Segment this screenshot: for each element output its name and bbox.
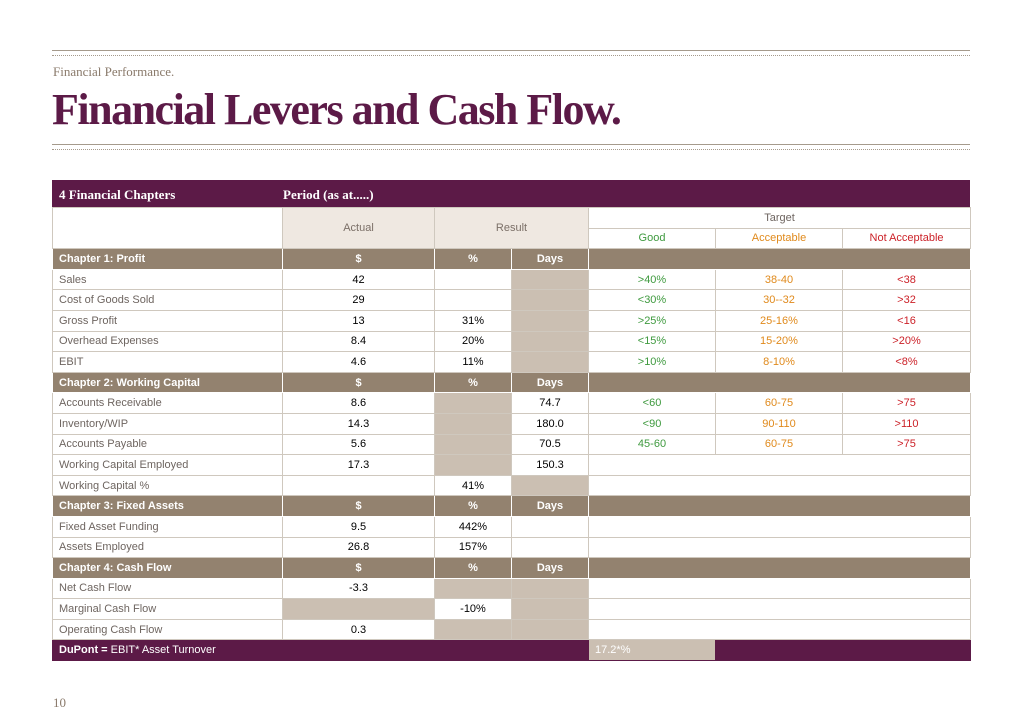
dupont-formula <box>53 640 589 661</box>
row-target-not-acceptable: <16 <box>843 310 971 331</box>
table-row <box>53 455 971 476</box>
dupont-row <box>53 640 971 661</box>
section-row <box>53 249 971 270</box>
row-days: 70.5 <box>512 434 589 455</box>
section-pct-unit: % <box>435 558 512 579</box>
section-row <box>53 496 971 517</box>
table-row <box>53 290 971 311</box>
section-pct-unit: % <box>435 496 512 517</box>
table-row <box>53 516 971 537</box>
section-pct-unit: % <box>435 372 512 393</box>
row-target-not-acceptable: <8% <box>843 352 971 373</box>
row-actual: 29 <box>283 290 435 311</box>
row-actual: 13 <box>283 310 435 331</box>
financial-table <box>52 207 971 661</box>
col-result: Result <box>435 208 589 249</box>
row-days <box>512 475 589 496</box>
row-days <box>512 578 589 599</box>
section-actual-unit: $ <box>283 558 435 579</box>
row-label: Sales <box>53 269 283 290</box>
row-target-blank <box>589 619 971 640</box>
row-days <box>512 290 589 311</box>
row-days <box>512 269 589 290</box>
row-actual: 8.6 <box>283 393 435 414</box>
row-target-blank <box>589 516 971 537</box>
row-days <box>512 331 589 352</box>
table-row <box>53 578 971 599</box>
section-days-unit: Days <box>512 372 589 393</box>
row-label: Accounts Payable <box>53 434 283 455</box>
row-target-acceptable: 8-10% <box>716 352 843 373</box>
table-row <box>53 599 971 620</box>
row-days <box>512 619 589 640</box>
table-row <box>53 475 971 496</box>
row-target-acceptable: 30--32 <box>716 290 843 311</box>
row-target-blank <box>589 455 971 476</box>
dupont-label: DuPont = <box>59 644 108 657</box>
row-pct <box>435 290 512 311</box>
row-actual: 17.3 <box>283 455 435 476</box>
row-target-acceptable: 38-40 <box>716 269 843 290</box>
row-actual <box>283 475 435 496</box>
row-label: Operating Cash Flow <box>53 619 283 640</box>
row-pct <box>435 434 512 455</box>
row-label: Inventory/WIP <box>53 413 283 434</box>
row-target-blank <box>589 537 971 558</box>
row-days <box>512 310 589 331</box>
title-rule <box>52 144 970 150</box>
row-target-good: <60 <box>589 393 716 414</box>
row-actual: 42 <box>283 269 435 290</box>
section-actual-unit: $ <box>283 496 435 517</box>
header-row-1 <box>53 208 971 229</box>
row-target-acceptable: 15-20% <box>716 331 843 352</box>
section-pct-unit: % <box>435 249 512 270</box>
row-label: Fixed Asset Funding <box>53 516 283 537</box>
section-days-unit: Days <box>512 496 589 517</box>
row-actual: 26.8 <box>283 537 435 558</box>
col-actual: Actual <box>283 208 435 249</box>
table-row <box>53 310 971 331</box>
row-target-not-acceptable: >110 <box>843 413 971 434</box>
row-pct <box>435 619 512 640</box>
page-title: Financial Levers and Cash Flow. <box>52 85 621 134</box>
table-title-left: 4 Financial Chapters <box>59 187 176 202</box>
table-row <box>53 269 971 290</box>
col-acceptable: Acceptable <box>716 228 843 249</box>
row-pct <box>435 393 512 414</box>
dupont-blank <box>716 640 971 661</box>
table-row <box>53 352 971 373</box>
row-target-not-acceptable: >75 <box>843 434 971 455</box>
row-pct: 11% <box>435 352 512 373</box>
row-actual: 5.6 <box>283 434 435 455</box>
section-label: Chapter 3: Fixed Assets <box>53 496 283 517</box>
row-label: Overhead Expenses <box>53 331 283 352</box>
row-actual: 8.4 <box>283 331 435 352</box>
row-label: Marginal Cash Flow <box>53 599 283 620</box>
row-actual <box>283 599 435 620</box>
page-number: 10 <box>53 695 66 710</box>
row-pct: 442% <box>435 516 512 537</box>
row-label: Cost of Goods Sold <box>53 290 283 311</box>
row-days: 74.7 <box>512 393 589 414</box>
table-row <box>53 393 971 414</box>
page-subtitle: Financial Performance. <box>53 64 175 79</box>
dupont-value: 17.2*% <box>589 640 716 661</box>
row-days <box>512 537 589 558</box>
row-pct: 41% <box>435 475 512 496</box>
section-actual-unit: $ <box>283 249 435 270</box>
row-target-good: >25% <box>589 310 716 331</box>
table-row <box>53 413 971 434</box>
row-label: Working Capital Employed <box>53 455 283 476</box>
row-target-acceptable: 60-75 <box>716 434 843 455</box>
row-actual: 4.6 <box>283 352 435 373</box>
row-label: Working Capital % <box>53 475 283 496</box>
row-label: Gross Profit <box>53 310 283 331</box>
row-pct: -10% <box>435 599 512 620</box>
row-target-good: >10% <box>589 352 716 373</box>
col-good: Good <box>589 228 716 249</box>
row-actual: 14.3 <box>283 413 435 434</box>
table-title-period: Period (as at.....) <box>283 187 374 202</box>
row-pct <box>435 578 512 599</box>
table-row <box>53 434 971 455</box>
row-target-not-acceptable: >32 <box>843 290 971 311</box>
section-target-blank <box>589 558 971 579</box>
section-actual-unit: $ <box>283 372 435 393</box>
section-row <box>53 372 971 393</box>
row-target-good: <90 <box>589 413 716 434</box>
row-pct <box>435 455 512 476</box>
row-target-not-acceptable: <38 <box>843 269 971 290</box>
row-days <box>512 599 589 620</box>
section-target-blank <box>589 372 971 393</box>
row-pct <box>435 413 512 434</box>
row-days: 180.0 <box>512 413 589 434</box>
section-target-blank <box>589 496 971 517</box>
col-target: Target <box>589 208 971 229</box>
row-target-acceptable: 25-16% <box>716 310 843 331</box>
row-actual: 9.5 <box>283 516 435 537</box>
row-target-not-acceptable: >20% <box>843 331 971 352</box>
dupont-text: EBIT* Asset Turnover <box>107 644 216 657</box>
row-actual: 0.3 <box>283 619 435 640</box>
header-blank <box>53 208 283 249</box>
row-label: EBIT <box>53 352 283 373</box>
top-rule <box>52 50 970 56</box>
row-target-not-acceptable: >75 <box>843 393 971 414</box>
row-target-acceptable: 60-75 <box>716 393 843 414</box>
section-label: Chapter 1: Profit <box>53 249 283 270</box>
table-row <box>53 331 971 352</box>
row-label: Assets Employed <box>53 537 283 558</box>
row-target-good: <30% <box>589 290 716 311</box>
table-row <box>53 537 971 558</box>
row-target-blank <box>589 599 971 620</box>
row-days <box>512 516 589 537</box>
section-days-unit: Days <box>512 249 589 270</box>
section-label: Chapter 4: Cash Flow <box>53 558 283 579</box>
row-actual: -3.3 <box>283 578 435 599</box>
row-target-blank <box>589 475 971 496</box>
row-pct: 20% <box>435 331 512 352</box>
row-target-good: 45-60 <box>589 434 716 455</box>
row-days <box>512 352 589 373</box>
row-label: Net Cash Flow <box>53 578 283 599</box>
row-pct <box>435 269 512 290</box>
section-target-blank <box>589 249 971 270</box>
section-row <box>53 558 971 579</box>
section-days-unit: Days <box>512 558 589 579</box>
table-title-bar <box>52 180 970 207</box>
table-row <box>53 619 971 640</box>
row-target-good: <15% <box>589 331 716 352</box>
row-days: 150.3 <box>512 455 589 476</box>
row-pct: 31% <box>435 310 512 331</box>
col-not-acceptable: Not Acceptable <box>843 228 971 249</box>
row-target-acceptable: 90-110 <box>716 413 843 434</box>
section-label: Chapter 2: Working Capital <box>53 372 283 393</box>
row-target-blank <box>589 578 971 599</box>
row-target-good: >40% <box>589 269 716 290</box>
row-label: Accounts Receivable <box>53 393 283 414</box>
row-pct: 157% <box>435 537 512 558</box>
